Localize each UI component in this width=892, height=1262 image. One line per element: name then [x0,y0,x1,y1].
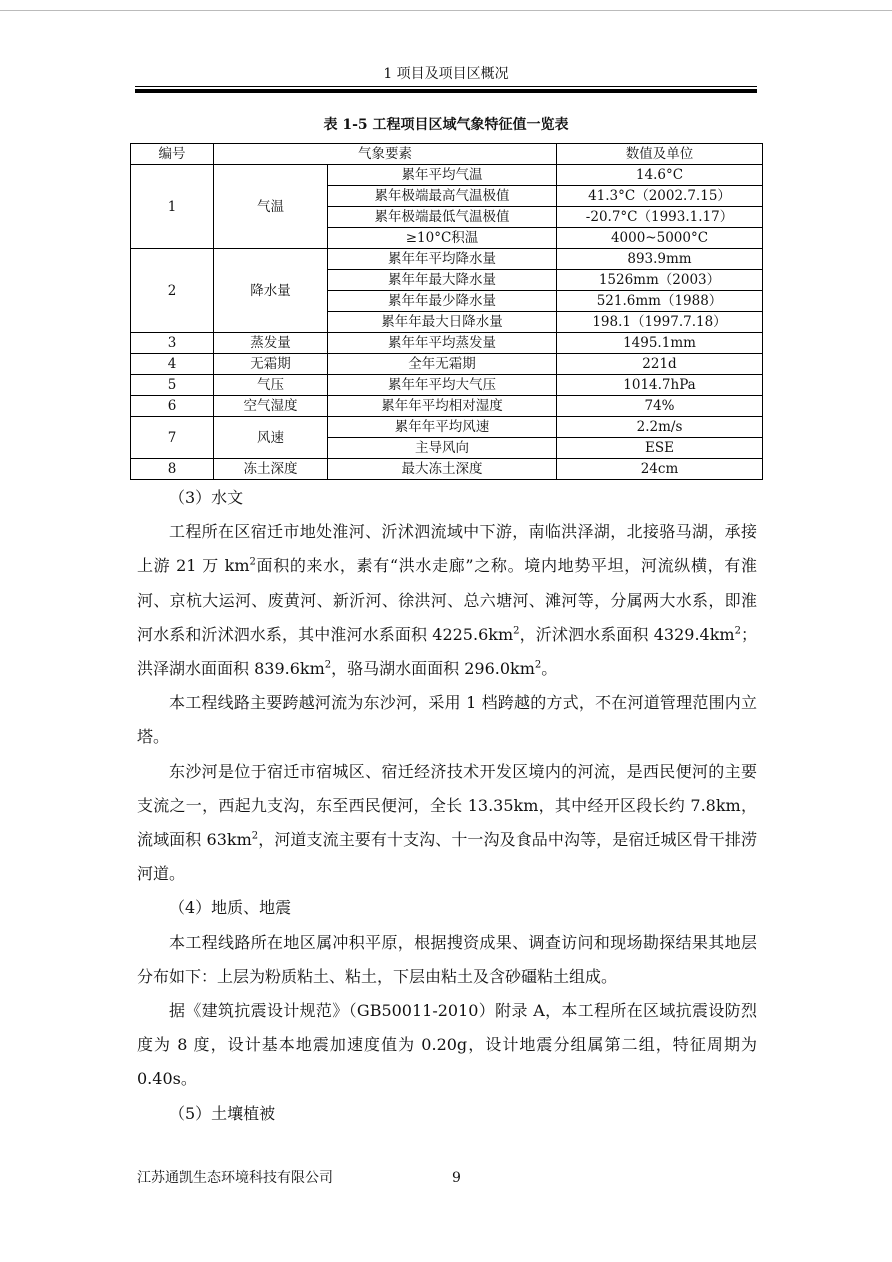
cell-number: 5 [131,375,214,396]
cell-value: 1014.7hPa [557,375,763,396]
paragraph-seismic: 据《建筑抗震设计规范》（GB50011-2010）附录 A，本工程所在区域抗震设防烈度为 8 度，设计基本地震加速度值为 0.20g，设计地震分组属第二组，特征周期为 0.40s。 [137,1001,757,1089]
section-heading-soil: （5）土壤植被 [169,1103,276,1123]
section-heading-geology: （4）地质、地震 [169,898,292,918]
cell-item: 累年年最大降水量 [328,270,557,291]
cell-number: 4 [131,354,214,375]
cell-value: ESE [557,438,763,459]
cell-item: 累年年平均大气压 [328,375,557,396]
cell-value: 221d [557,354,763,375]
table-row [131,459,763,480]
cell-number: 7 [131,417,214,459]
paragraph-river-crossing: 本工程线路主要跨越河流为东沙河，采用 1 档跨越的方式，不在河道管理范围内立塔。 [137,693,757,747]
paragraph-dongsha-river: 东沙河是位于宿迁市宿城区、宿迁经济技术开发区境内的河流，是西民便河的主要支流之一，西起九支沟，东至西民便河，全长 13.35km，其中经开区段长约 7.8km，流域面积 $63km^2$，河道支流主要有十支沟、十一沟及食品中沟等，是宿迁城区骨干排涝河道。 [137,761,757,884]
cell-value: 521.6mm（1988） [557,291,763,312]
cell-value: 2.2m/s [557,417,763,438]
cell-value: 4000~5000°C [557,228,763,249]
table-row [131,354,763,375]
cell-item: 累年极端最高气温极值 [328,186,557,207]
table-caption: 表 1-5 工程项目区域气象特征值一览表 [323,117,569,133]
paragraph-hydrology: 工程所在区宿迁市地处淮河、沂沭泗流域中下游，南临洪泽湖，北接骆马湖，承接上游 21 万 $km^2$面积的来水，素有“洪水走廊”之称。境内地势平坦，河流纵横，有淮河、京杭大运河、废黄河、新沂河、徐洪河、总六塘河、滩河等，分属两大水系，即淮河水系和沂沭泗水系，其中淮河水系面积 $4225.6km^2$，沂沭泗水系面积 $4329.4km^2$；洪泽湖水面面积 $839.6km^2$，骆马湖水面面积 $296.0km^2$。 [137,522,757,679]
table-row [131,375,763,396]
cell-value: 14.6°C [557,165,763,186]
page-number: 9 [452,1170,461,1186]
cell-value: 198.1（1997.7.18） [557,312,763,333]
cell-element: 无霜期 [214,354,328,375]
cell-element: 风速 [214,417,328,459]
header-rule-thin [135,86,757,87]
footer-company: 江苏通凯生态环境科技有限公司 [137,1170,333,1186]
cell-item: ≥10°C积温 [328,228,557,249]
cell-value: 1495.1mm [557,333,763,354]
cell-item: 累年年平均风速 [328,417,557,438]
cell-item: 累年年最大日降水量 [328,312,557,333]
page-top-border [0,10,892,11]
table-row [131,249,763,270]
header-cell-number: 编号 [131,144,214,165]
cell-number: 6 [131,396,214,417]
cell-element: 冻土深度 [214,459,328,480]
cell-item: 累年平均气温 [328,165,557,186]
section-heading-hydrology: （3）水文 [169,488,244,507]
table-row [131,333,763,354]
cell-value: 74% [557,396,763,417]
cell-number: 8 [131,459,214,480]
header-cell-value: 数值及单位 [557,144,763,165]
body-text [137,481,757,1131]
cell-element: 空气湿度 [214,396,328,417]
cell-element: 蒸发量 [214,333,328,354]
cell-item: 最大冻土深度 [328,459,557,480]
cell-value: 41.3°C（2002.7.15） [557,186,763,207]
paragraph-strata: 本工程线路所在地区属冲积平原，根据搜资成果、调查访问和现场勘探结果其地层分布如下：上层为粉质粘土、粘土，下层由粘土及含砂礓粘土组成。 [137,932,757,986]
cell-item: 主导风向 [328,438,557,459]
cell-element: 气温 [214,165,328,249]
cell-number: 3 [131,333,214,354]
cell-value: 24cm [557,459,763,480]
cell-item: 全年无霜期 [328,354,557,375]
table-row [131,396,763,417]
table-row [131,417,763,438]
cell-item: 累年年平均蒸发量 [328,333,557,354]
cell-item: 累年年最少降水量 [328,291,557,312]
cell-item: 累年年平均降水量 [328,249,557,270]
cell-element: 气压 [214,375,328,396]
cell-item: 累年年平均相对湿度 [328,396,557,417]
cell-item: 累年极端最低气温极值 [328,207,557,228]
table-row [131,165,763,186]
cell-value: 893.9mm [557,249,763,270]
header-rule-thick [135,89,757,93]
running-head: 1 项目及项目区概况 [383,66,509,82]
table-header-row [131,144,763,165]
cell-value: -20.7°C（1993.1.17） [557,207,763,228]
cell-number: 2 [131,249,214,333]
meteorology-table [130,143,763,480]
cell-number: 1 [131,165,214,249]
header-cell-element: 气象要素 [214,144,557,165]
cell-value: 1526mm（2003） [557,270,763,291]
cell-element: 降水量 [214,249,328,333]
